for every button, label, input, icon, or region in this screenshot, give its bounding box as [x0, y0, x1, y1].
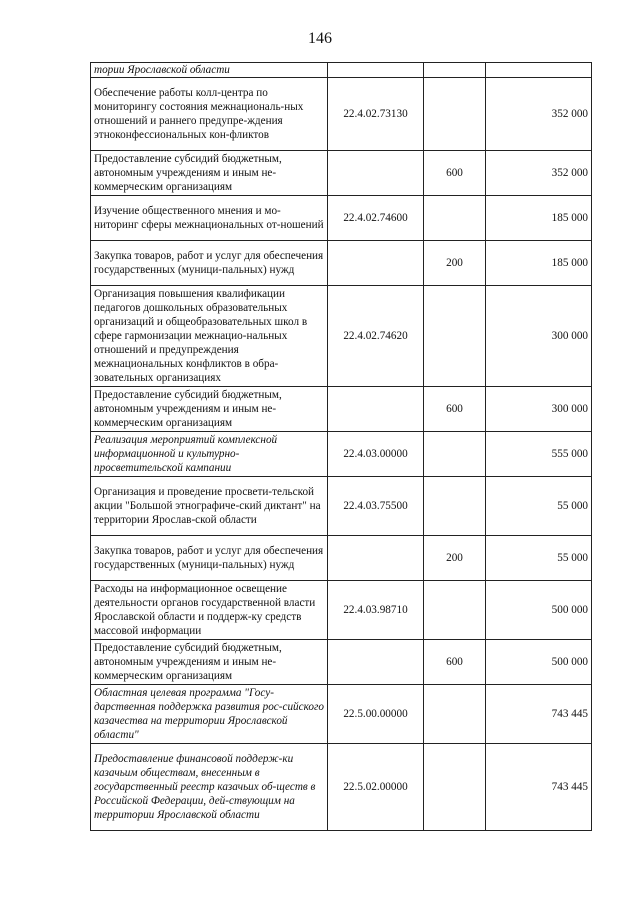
row-name: Обеспечение работы колл-центра по мониторингу состояния межнациональ-ных отношений и раннего предупре-ждения этноконфессиональных кон-фликтов [91, 78, 328, 151]
row-code [328, 387, 424, 432]
table-row [91, 151, 592, 196]
table-row [91, 581, 592, 640]
row-type [424, 581, 486, 640]
row-type [424, 432, 486, 477]
row-amount: 352 000 [486, 151, 592, 196]
table-row [91, 744, 592, 831]
row-code: 22.4.03.98710 [328, 581, 424, 640]
row-type: 200 [424, 241, 486, 286]
row-code [328, 151, 424, 196]
row-code: 22.4.02.74600 [328, 196, 424, 241]
row-type: 600 [424, 640, 486, 685]
row-amount [486, 63, 592, 78]
row-name: Реализация мероприятий комплексной информационной и культурно-просветительской кампании [91, 432, 328, 477]
row-amount: 55 000 [486, 477, 592, 536]
row-type [424, 78, 486, 151]
row-amount: 743 445 [486, 685, 592, 744]
row-type: 200 [424, 536, 486, 581]
row-name: Предоставление субсидий бюджетным, автономным учреждениям и иным не-коммерческим организациям [91, 151, 328, 196]
row-name: Закупка товаров, работ и услуг для обеспечения государственных (муници-пальных) нужд [91, 241, 328, 286]
row-amount: 555 000 [486, 432, 592, 477]
table-row [91, 685, 592, 744]
row-code: 22.4.02.74620 [328, 286, 424, 387]
row-name: тории Ярославской области [91, 63, 328, 78]
table-row [91, 241, 592, 286]
row-name: Предоставление субсидий бюджетным, автономным учреждениям и иным не-коммерческим организациям [91, 387, 328, 432]
row-name: Расходы на информационное освещение деятельности органов государственной власти Ярославской области и поддерж-ку средств массовой информации [91, 581, 328, 640]
row-code [328, 536, 424, 581]
table-row [91, 640, 592, 685]
row-amount: 300 000 [486, 286, 592, 387]
row-code: 22.4.03.00000 [328, 432, 424, 477]
row-amount: 500 000 [486, 640, 592, 685]
table-row [91, 536, 592, 581]
row-code: 22.5.00.00000 [328, 685, 424, 744]
table-row [91, 432, 592, 477]
table-row [91, 286, 592, 387]
row-name: Предоставление субсидий бюджетным, автономным учреждениям и иным не-коммерческим организациям [91, 640, 328, 685]
row-amount: 352 000 [486, 78, 592, 151]
row-name: Изучение общественного мнения и мо-ниторинг сферы межнациональных от-ношений [91, 196, 328, 241]
row-code: 22.4.02.73130 [328, 78, 424, 151]
row-type [424, 744, 486, 831]
page-number: 146 [308, 30, 332, 47]
table-row [91, 387, 592, 432]
row-type [424, 685, 486, 744]
row-type [424, 63, 486, 78]
table-row [91, 63, 592, 78]
row-code: 22.4.03.75500 [328, 477, 424, 536]
row-amount: 743 445 [486, 744, 592, 831]
row-amount: 185 000 [486, 241, 592, 286]
row-name: Предоставление финансовой поддерж-ки казачьим обществам, внесенным в государственный реестр казачьих об-ществ в Российской Федерации, дей-ствующим на территории Ярославской области [91, 744, 328, 831]
row-name: Организация и проведение просвети-тельской акции "Большой этнографиче-ский диктант" на территории Ярослав-ской области [91, 477, 328, 536]
row-amount: 500 000 [486, 581, 592, 640]
row-name: Закупка товаров, работ и услуг для обеспечения государственных (муници-пальных) нужд [91, 536, 328, 581]
row-code [328, 640, 424, 685]
row-amount: 300 000 [486, 387, 592, 432]
row-amount: 185 000 [486, 196, 592, 241]
table-row [91, 477, 592, 536]
row-type: 600 [424, 151, 486, 196]
row-code: 22.5.02.00000 [328, 744, 424, 831]
row-type [424, 196, 486, 241]
table-row [91, 78, 592, 151]
row-code [328, 241, 424, 286]
row-type [424, 477, 486, 536]
row-name: Организация повышения квалификации педагогов дошкольных образовательных организаций и общеобразовательных школ в сфере гармонизации межнацио-нальных отношений и предупреждения межнациональных конфликтов в обра-зовательных организациях [91, 286, 328, 387]
row-code [328, 63, 424, 78]
row-type: 600 [424, 387, 486, 432]
table-row [91, 196, 592, 241]
row-type [424, 286, 486, 387]
budget-table [90, 62, 592, 831]
row-name: Областная целевая программа "Госу-дарственная поддержка развития рос-сийского казачества на территории Ярославской области" [91, 685, 328, 744]
row-amount: 55 000 [486, 536, 592, 581]
